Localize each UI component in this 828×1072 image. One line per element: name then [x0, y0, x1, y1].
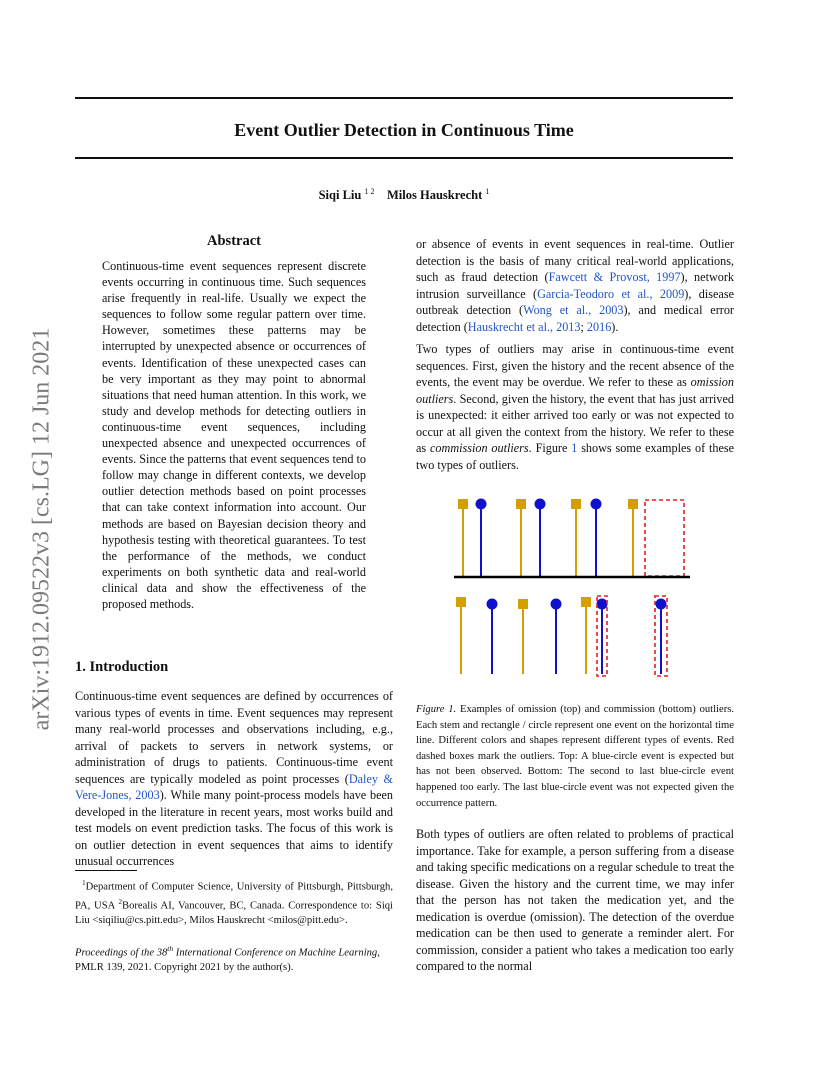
circle-event-marker: [487, 599, 498, 610]
citation-link[interactable]: Daley & Vere-Jones, 2003: [75, 771, 393, 802]
citation-link[interactable]: Wong et al., 2003: [523, 303, 624, 317]
author-name: Milos Hauskrecht: [386, 188, 483, 203]
paper-title: Event Outlier Detection in Continuous Time: [234, 120, 574, 140]
text-run: th: [167, 944, 174, 953]
figure-caption: [416, 702, 734, 811]
arxiv-identifier-stamp: arXiv:1912.09522v3 [cs.LG] 12 Jun 2021: [28, 327, 55, 731]
footnote-rule: [75, 870, 137, 871]
square-event-marker: [581, 597, 591, 607]
circle-event-marker: [656, 599, 667, 610]
text-run: shows some examples of these two types of outliers.: [416, 441, 735, 472]
text-run: . Second, given the history, the event that has just arrived is unexpected: it either arrived too early or was not expected to occur at all given the context from the history. We refer to these as: [416, 391, 734, 455]
circle-event-marker: [535, 499, 546, 510]
emphasis-term: omission outliers: [416, 375, 734, 406]
body-paragraph: [416, 236, 734, 335]
circle-event-marker: [476, 499, 487, 510]
body-paragraph: Both types of outliers are often related to problems of practical importance. Take for example, a person suffering from a disease and taking specific medications on a regular schedule to treat the disease. Given the history and the current time, we may infer that the person has not taken the medication yet, and the medication is overdue (omission). The detection of the overdue medication can be then used to generate a reminder alert. For commission, consider a patient who takes a medication too early compared to the normal: [416, 827, 734, 973]
proceedings-note: [75, 942, 393, 976]
emphasis-term: commission outliers: [430, 441, 529, 455]
text-run: or absence of events in event sequences in real-time. Outlier detection is the basis of many critical real-world applications, such as fraud detection (: [416, 237, 734, 284]
abstract-body: Continuous-time event sequences represent discrete events occurring in continuous time. Such sequences arise frequently in real-life. Usually we expect the sequences to follow some regular pattern over time. However, sometimes these patterns may be interrupted by unexpected absence or occurrences of events. Identification of these unexpected cases can be very important as they may point to abnormal situations that need human attention. In this work, we study and develop methods for detecting outliers in continuous-time event sequences, including unexpected absence and unexpected occurrences of events. Since the patterns that event sequences tend to follow may change in different contexts, we develop outlier detection methods based on point processes that can take context information into account. Our methods are based on Bayesian decision theory and hypothesis testing with theoretical guarantees. To test the performance of the methods, we conduct experiments on both synthetic data and real-world clinical data and show the effectiveness of the proposed methods.: [102, 259, 366, 611]
author-name: Siqi Liu: [318, 188, 362, 203]
text-run: ), network intrusion surveillance (: [416, 270, 734, 301]
abstract-heading: Abstract: [207, 233, 261, 249]
circle-event-marker: [597, 599, 608, 610]
author-affiliation: 1 2: [364, 187, 375, 196]
intro-paragraph: [75, 688, 393, 870]
text-run: Two types of outliers may arise in continuous-time event sequences. First, given the history and the recent absence of the events, the event may be overdue. We refer to these as: [416, 342, 734, 389]
footnote-mark: 2: [118, 898, 122, 907]
citation-link[interactable]: Hauskrecht et al., 2013: [467, 319, 581, 334]
square-event-marker: [458, 499, 468, 509]
author-affiliation: 1: [485, 187, 490, 196]
text-run: ).: [611, 319, 619, 334]
circle-event-marker: [591, 499, 602, 510]
text-run: ), disease outbreak detection (: [416, 286, 734, 317]
section-heading: 1. Introduction: [75, 659, 169, 675]
square-event-marker: [516, 499, 526, 509]
body-paragraph: [416, 341, 734, 473]
text-run: Continuous-time event sequences are defined by occurrences of various types of events in time. Event sequences may represent many real-world processes and observations including, e.g., arrival of packets to servers in network systems, or administration of drugs to patients. Continuous-time event sequences are typically modeled as point processes (: [75, 689, 393, 786]
text-run: Borealis AI, Vancouver, BC, Canada. Correspondence to: Siqi Liu <siqiliu@cs.pitt.edu>, Milos Hauskrecht <milos@pitt.edu>.: [75, 900, 394, 927]
figure-reference-link[interactable]: 1: [571, 441, 578, 455]
citation-link[interactable]: 2016: [586, 319, 612, 334]
omission-outlier-box: [645, 500, 684, 576]
affiliation-footnote: [75, 876, 393, 929]
citation-link[interactable]: Garcia-Teodoro et al., 2009: [537, 286, 685, 301]
text-run: Examples of omission (top) and commission (bottom) outliers. Each stem and rectangle / circle represent one event on the horizontal time line. Different colors and shapes represent different types of events. Red dashed boxes mark the outliers. Top: A blue-circle event is expected but has not been observed. Bottom: The second to last blue-circle event happened too early. The last blue-circle event was not expected given the occurrence pattern.: [416, 704, 734, 809]
footnote-mark: 1: [82, 879, 86, 887]
caption-label: Figure 1.: [416, 704, 457, 715]
figure-1-event-sequence-diagram: [440, 488, 710, 678]
circle-event-marker: [551, 599, 562, 610]
top-rule: [75, 97, 733, 99]
text-run: ). While many point-process models have been developed in the literature in recent years, most works build and test models on event prediction tasks. The focus of this work is on outlier detection in event sequences that aims to identify unusual occurrences: [75, 788, 394, 868]
square-event-marker: [518, 599, 528, 609]
text-run: ), and medical error detection (: [416, 303, 734, 334]
square-event-marker: [571, 499, 581, 509]
citation-link[interactable]: Fawcett & Provost, 1997: [548, 270, 681, 284]
text-run: . Figure: [528, 441, 572, 455]
text-run: Department of Computer Science, University of Pittsburgh, Pittsburgh, PA, USA: [75, 881, 393, 912]
text-run: International Conference on Machine Learning: [173, 947, 378, 959]
author-line: [75, 187, 733, 203]
square-event-marker: [456, 597, 466, 607]
text-run: ;: [580, 319, 587, 334]
title-bottom-rule: [75, 157, 733, 159]
square-event-marker: [628, 499, 638, 509]
text-run: Proceedings of the 38: [75, 947, 168, 959]
text-run: , PMLR 139, 2021. Copyright 2021 by the author(s).: [75, 947, 380, 974]
